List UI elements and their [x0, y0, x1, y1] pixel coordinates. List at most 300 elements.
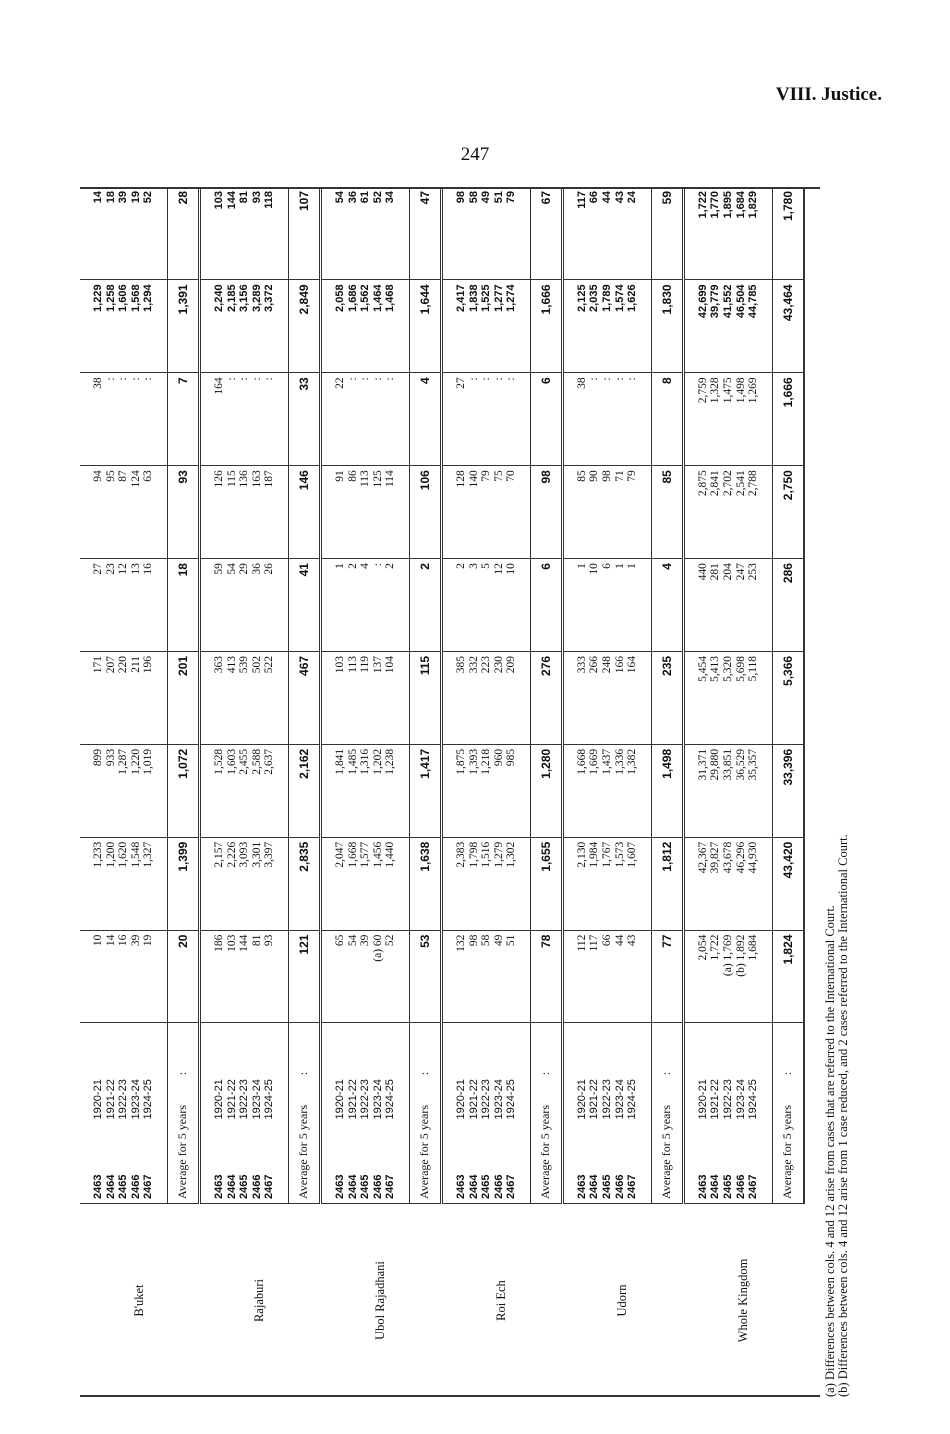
- data-cell: 960: [492, 748, 505, 767]
- data-column-9: [199, 187, 288, 280]
- data-column-3: [441, 744, 530, 837]
- data-column-1: [320, 930, 409, 1023]
- data-cell: :: [601, 377, 614, 381]
- data-cell: 58: [467, 191, 480, 204]
- data-cell: 23: [104, 563, 117, 575]
- average-value: 2: [409, 559, 441, 652]
- data-cell: 1,548: [129, 841, 142, 868]
- data-cell: 39,827: [709, 841, 722, 874]
- average-value: 28: [167, 187, 199, 280]
- data-cell: 61: [359, 191, 372, 204]
- data-cell: 2,383: [454, 841, 467, 868]
- year-be: 2464: [225, 1174, 238, 1200]
- data-cell: 2,125: [575, 284, 588, 312]
- data-cell: 54: [225, 563, 238, 575]
- average-value: 67: [530, 187, 562, 280]
- year-be: 2466: [129, 1174, 142, 1200]
- year-be: 2467: [626, 1174, 639, 1200]
- average-value: 4: [651, 559, 683, 652]
- data-cell: 39: [117, 191, 130, 204]
- average-label: Average for 5 years: [530, 1124, 562, 1204]
- year-list: [199, 1124, 288, 1204]
- data-cell: 1,229: [92, 284, 104, 312]
- average-value: 93: [167, 466, 199, 559]
- data-cell: 39: [129, 934, 142, 947]
- data-cell: :: [129, 377, 142, 381]
- data-cell: 1,875: [454, 748, 467, 775]
- footnote-a: (a) Differences between cols. 4 and 12 arise from cases that are referred to the International Court.: [823, 905, 837, 1397]
- data-column-8: [441, 280, 530, 373]
- data-cell: 136: [238, 470, 251, 488]
- year-be: 2467: [747, 1174, 760, 1200]
- data-cell: :: [225, 377, 238, 381]
- year-be: 2467: [142, 1174, 155, 1200]
- data-cell: 211: [129, 655, 142, 673]
- data-cell: 1,200: [104, 841, 117, 868]
- year-be: 2465: [722, 1174, 735, 1200]
- data-column-6: [441, 466, 530, 559]
- data-cell: :: [588, 377, 601, 381]
- average-value: 33: [288, 373, 320, 466]
- period-list: [683, 1023, 772, 1124]
- period: 1923-24: [371, 1079, 384, 1120]
- region-row-0: [80, 187, 167, 1397]
- data-cell: 164: [212, 377, 225, 395]
- data-cell: 3,397: [263, 841, 276, 868]
- data-cell: 31,371: [696, 748, 709, 781]
- data-cell: 79: [626, 470, 639, 482]
- data-cell: 1,393: [467, 748, 480, 775]
- year-list: [441, 1124, 530, 1204]
- average-value: 115: [409, 651, 441, 744]
- data-column-4: [320, 651, 409, 744]
- data-cell: 94: [92, 470, 104, 482]
- data-column-9: [562, 187, 651, 280]
- data-cell: 1,562: [359, 284, 372, 312]
- data-cell: 52: [384, 934, 397, 947]
- data-column-8: [80, 280, 167, 373]
- data-cell: 52: [371, 191, 384, 204]
- period: 1920-21: [696, 1079, 709, 1120]
- data-column-6: [199, 466, 288, 559]
- data-cell: 363: [212, 655, 225, 674]
- year-be: 2464: [467, 1174, 480, 1200]
- data-cell: 1,328: [709, 377, 722, 404]
- data-cell: (a) 1,769: [722, 934, 735, 977]
- data-cell: 163: [250, 470, 263, 488]
- data-cell: 36,529: [734, 748, 747, 781]
- data-cell: 281: [709, 563, 722, 581]
- data-cell: 1,516: [480, 841, 493, 868]
- data-cell: 24: [626, 191, 639, 204]
- period-list: [562, 1023, 651, 1124]
- average-value: 47: [409, 187, 441, 280]
- data-cell: 44: [601, 191, 614, 204]
- page-number: 247: [460, 144, 490, 165]
- data-cell: 93: [250, 191, 263, 204]
- data-cell: 247: [734, 563, 747, 581]
- average-value: 121: [288, 930, 320, 1023]
- data-column-3: [320, 744, 409, 837]
- data-cell: 98: [467, 934, 480, 947]
- year-be: 2463: [454, 1174, 467, 1200]
- data-cell: 71: [613, 470, 626, 482]
- period: 1921-22: [104, 1079, 117, 1120]
- year-be: 2466: [734, 1174, 747, 1200]
- data-cell: 26: [263, 563, 276, 575]
- period: 1924-25: [142, 1079, 155, 1120]
- data-cell: 5: [480, 563, 493, 569]
- average-value: 286: [772, 559, 804, 652]
- average-dots: :: [409, 1023, 441, 1124]
- data-cell: 29: [238, 563, 251, 575]
- data-cell: 5,118: [747, 655, 760, 682]
- year-be: 2464: [709, 1174, 722, 1200]
- data-column-8: [199, 280, 288, 373]
- data-cell: 1,789: [601, 284, 614, 312]
- data-cell: 539: [238, 655, 251, 674]
- data-cell: 1,294: [142, 284, 155, 312]
- data-cell: 51: [505, 934, 518, 947]
- data-cell: :: [467, 377, 480, 381]
- year-be: 2466: [613, 1174, 626, 1200]
- data-cell: 1,269: [747, 377, 760, 404]
- average-value: 4: [409, 373, 441, 466]
- data-cell: 1,668: [346, 841, 359, 868]
- data-cell: 1,456: [371, 841, 384, 868]
- data-cell: 118: [263, 191, 276, 209]
- data-cell: 1,686: [346, 284, 359, 312]
- period: 1921-22: [709, 1079, 722, 1120]
- data-cell: :: [371, 563, 384, 567]
- data-cell: :: [142, 377, 155, 381]
- average-dots: :: [167, 1023, 199, 1124]
- data-cell: 385: [454, 655, 467, 674]
- region-name: Whole Kingdom: [683, 1204, 803, 1397]
- data-cell: 49: [492, 934, 505, 947]
- data-cell: :: [626, 377, 639, 381]
- data-cell: 1,464: [371, 284, 384, 312]
- data-cell: 1,498: [734, 377, 747, 404]
- data-cell: 14: [104, 934, 117, 947]
- average-value: 1,391: [167, 280, 199, 373]
- data-cell: 253: [747, 563, 760, 581]
- data-cell: 2,047: [333, 841, 346, 868]
- data-cell: 440: [696, 563, 709, 581]
- footnote-b: (b) Differences between cols. 4 and 12 arise from 1 case reduced, and 2 cases referred to the International Court.: [836, 834, 850, 1397]
- data-cell: 1,327: [142, 841, 155, 868]
- data-cell: 1: [613, 563, 626, 569]
- data-cell: 87: [117, 470, 130, 482]
- data-column-4: [199, 651, 288, 744]
- data-column-3: [683, 744, 772, 837]
- data-cell: :: [250, 377, 263, 381]
- data-cell: 1,722: [696, 191, 709, 219]
- period-list: [199, 1023, 288, 1124]
- data-cell: :: [480, 377, 493, 381]
- data-cell: 2: [384, 563, 397, 569]
- average-value: 41: [288, 559, 320, 652]
- data-cell: 207: [104, 655, 117, 674]
- data-cell: 3,156: [238, 284, 251, 312]
- period: 1921-22: [467, 1079, 480, 1120]
- year-be: 2466: [250, 1174, 263, 1200]
- region-name: Udorn: [562, 1204, 683, 1397]
- data-cell: 1,607: [626, 841, 639, 868]
- year-be: 2467: [505, 1174, 518, 1200]
- data-cell: 38: [92, 377, 104, 389]
- average-value: 201: [167, 651, 199, 744]
- data-cell: :: [613, 377, 626, 381]
- year-be: 2463: [212, 1174, 225, 1200]
- year-be: 2463: [696, 1174, 709, 1200]
- region-row-4: [562, 187, 651, 1397]
- data-cell: 5,320: [722, 655, 735, 682]
- data-cell: 2,054: [696, 934, 709, 961]
- region-name: Ubol Rajadhani: [320, 1204, 441, 1397]
- data-cell: 1,437: [601, 748, 614, 775]
- data-cell: 59: [212, 563, 225, 575]
- data-cell: 333: [575, 655, 588, 674]
- data-column-5: [683, 559, 772, 652]
- data-column-6: [80, 466, 167, 559]
- data-cell: 933: [104, 748, 117, 767]
- data-cell: 1,895: [722, 191, 735, 219]
- data-cell: 1,984: [588, 841, 601, 868]
- data-cell: 1,568: [129, 284, 142, 312]
- data-cell: 5,413: [709, 655, 722, 682]
- data-cell: 166: [613, 655, 626, 674]
- data-column-6: [320, 466, 409, 559]
- data-cell: 33,851: [722, 748, 735, 781]
- data-cell: 1,468: [384, 284, 397, 312]
- data-column-2: [80, 837, 167, 930]
- data-column-6: [683, 466, 772, 559]
- data-cell: 1,626: [626, 284, 639, 312]
- data-column-3: [80, 744, 167, 837]
- period: 1924-25: [626, 1079, 639, 1120]
- data-cell: 2,417: [454, 284, 467, 312]
- data-cell: 2,702: [722, 470, 735, 497]
- period: 1920-21: [92, 1079, 104, 1120]
- data-cell: 1,287: [117, 748, 130, 775]
- data-cell: 103: [212, 191, 225, 210]
- data-column-9: [683, 187, 772, 280]
- year-be: 2463: [333, 1174, 346, 1200]
- region-row-1: [199, 187, 288, 1397]
- period: 1922-23: [601, 1079, 614, 1120]
- period: 1924-25: [747, 1079, 760, 1120]
- period-list: [80, 1023, 167, 1124]
- data-column-8: [320, 280, 409, 373]
- year-be: 2465: [117, 1174, 130, 1200]
- data-cell: 115: [225, 470, 238, 488]
- data-cell: 124: [129, 470, 142, 488]
- year-list: [562, 1124, 651, 1204]
- data-cell: 1,684: [747, 934, 760, 961]
- year-be: 2465: [359, 1174, 372, 1200]
- data-cell: 2,541: [734, 470, 747, 497]
- data-cell: 43,678: [722, 841, 735, 874]
- average-value: 33,396: [772, 744, 804, 837]
- average-value: 1,812: [651, 837, 683, 930]
- data-column-2: [441, 837, 530, 930]
- period: 1922-23: [359, 1079, 372, 1120]
- data-cell: 5,454: [696, 655, 709, 682]
- data-cell: 1,573: [613, 841, 626, 868]
- data-column-7: [562, 373, 651, 466]
- average-value: 7: [167, 373, 199, 466]
- data-column-1: [441, 930, 530, 1023]
- average-value: 53: [409, 930, 441, 1023]
- data-cell: 1,668: [575, 748, 588, 775]
- period: 1922-23: [238, 1079, 251, 1120]
- average-value: 43,464: [772, 280, 804, 373]
- data-column-1: [199, 930, 288, 1023]
- data-cell: 1,220: [129, 748, 142, 775]
- data-cell: 22: [333, 377, 346, 389]
- region-row-5: [683, 187, 772, 1397]
- period: 1920-21: [212, 1079, 225, 1120]
- data-cell: 2,157: [212, 841, 225, 868]
- data-cell: 19: [129, 191, 142, 204]
- data-column-2: [683, 837, 772, 930]
- period: 1922-23: [722, 1079, 735, 1120]
- data-column-8: [683, 280, 772, 373]
- section-heading: VIII. Justice.: [775, 84, 882, 105]
- data-cell: 220: [117, 655, 130, 674]
- region-row-3: [441, 187, 530, 1397]
- data-cell: 2,185: [225, 284, 238, 312]
- data-cell: 1,336: [613, 748, 626, 775]
- data-cell: 75: [492, 470, 505, 482]
- data-cell: 10: [92, 934, 104, 947]
- data-column-7: [683, 373, 772, 466]
- average-value: 20: [167, 930, 199, 1023]
- average-value: 2,835: [288, 837, 320, 930]
- data-cell: 10: [505, 563, 518, 575]
- data-column-5: [320, 559, 409, 652]
- data-cell: 52: [142, 191, 155, 204]
- data-cell: 2,455: [238, 748, 251, 775]
- data-cell: 117: [575, 191, 588, 209]
- data-cell: 16: [117, 934, 130, 947]
- data-cell: 1: [333, 563, 346, 569]
- period: 1924-25: [384, 1079, 397, 1120]
- data-cell: 1,274: [505, 284, 518, 312]
- period: 1923-24: [734, 1079, 747, 1120]
- average-value: 1,666: [530, 280, 562, 373]
- data-cell: 13: [129, 563, 142, 575]
- period: 1923-24: [492, 1079, 505, 1120]
- data-cell: 2,240: [212, 284, 225, 312]
- data-cell: 1,684: [734, 191, 747, 219]
- data-cell: 1,440: [384, 841, 397, 868]
- data-column-6: [562, 466, 651, 559]
- data-cell: 1,382: [626, 748, 639, 775]
- data-column-7: [320, 373, 409, 466]
- average-label: Average for 5 years: [651, 1124, 683, 1204]
- average-value: 78: [530, 930, 562, 1023]
- data-cell: 1: [626, 563, 639, 569]
- data-cell: 248: [601, 655, 614, 674]
- data-cell: 119: [359, 655, 372, 673]
- data-cell: 1,722: [709, 934, 722, 961]
- period: 1921-22: [346, 1079, 359, 1120]
- data-cell: 36: [346, 191, 359, 204]
- year-be: 2466: [371, 1174, 384, 1200]
- data-cell: 230: [492, 655, 505, 674]
- data-cell: 42,699: [696, 284, 709, 319]
- average-value: 146: [288, 466, 320, 559]
- data-cell: 2: [454, 563, 467, 569]
- period: 1921-22: [225, 1079, 238, 1120]
- period: 1922-23: [117, 1079, 130, 1120]
- year-be: 2464: [588, 1174, 601, 1200]
- data-cell: 985: [505, 748, 518, 767]
- average-value: 59: [651, 187, 683, 280]
- data-cell: 65: [333, 934, 346, 947]
- data-cell: 85: [575, 470, 588, 482]
- average-dots: :: [288, 1023, 320, 1124]
- data-cell: 12: [492, 563, 505, 575]
- data-cell: 186: [212, 934, 225, 952]
- data-column-5: [441, 559, 530, 652]
- data-cell: 137: [371, 655, 384, 674]
- data-cell: 132: [454, 934, 467, 952]
- average-value: 107: [288, 187, 320, 280]
- data-cell: 43: [613, 191, 626, 204]
- period: 1921-22: [588, 1079, 601, 1120]
- data-cell: 1,669: [588, 748, 601, 775]
- data-cell: 81: [238, 191, 251, 204]
- data-cell: 171: [92, 655, 104, 674]
- data-cell: 1,606: [117, 284, 130, 312]
- data-cell: 46,296: [734, 841, 747, 874]
- period: 1920-21: [454, 1079, 467, 1120]
- data-cell: 1,620: [117, 841, 130, 868]
- data-cell: 209: [505, 655, 518, 674]
- data-column-1: [80, 930, 167, 1023]
- data-cell: 899: [92, 748, 104, 767]
- data-cell: 43: [626, 934, 639, 947]
- data-cell: :: [371, 377, 384, 381]
- data-cell: :: [104, 377, 117, 381]
- data-cell: 1,603: [225, 748, 238, 775]
- region-name: B'uket: [80, 1204, 199, 1397]
- data-cell: 12: [117, 563, 130, 575]
- data-cell: :: [384, 377, 397, 381]
- data-cell: 2: [346, 563, 359, 569]
- data-cell: 332: [467, 655, 480, 674]
- average-value: 1,824: [772, 930, 804, 1023]
- data-cell: 196: [142, 655, 155, 674]
- data-cell: 27: [92, 563, 104, 575]
- period: 1924-25: [505, 1079, 518, 1120]
- average-value: 2,162: [288, 744, 320, 837]
- data-cell: 2,788: [747, 470, 760, 497]
- data-column-5: [562, 559, 651, 652]
- data-cell: (b) 1,892: [734, 934, 747, 977]
- data-cell: 6: [601, 563, 614, 569]
- data-cell: 66: [588, 191, 601, 204]
- footnotes: [824, 834, 850, 1397]
- data-cell: 3,301: [250, 841, 263, 868]
- average-value: 8: [651, 373, 683, 466]
- data-cell: 1,829: [747, 191, 760, 219]
- region-name: Rajaburi: [199, 1204, 320, 1397]
- data-cell: :: [238, 377, 251, 381]
